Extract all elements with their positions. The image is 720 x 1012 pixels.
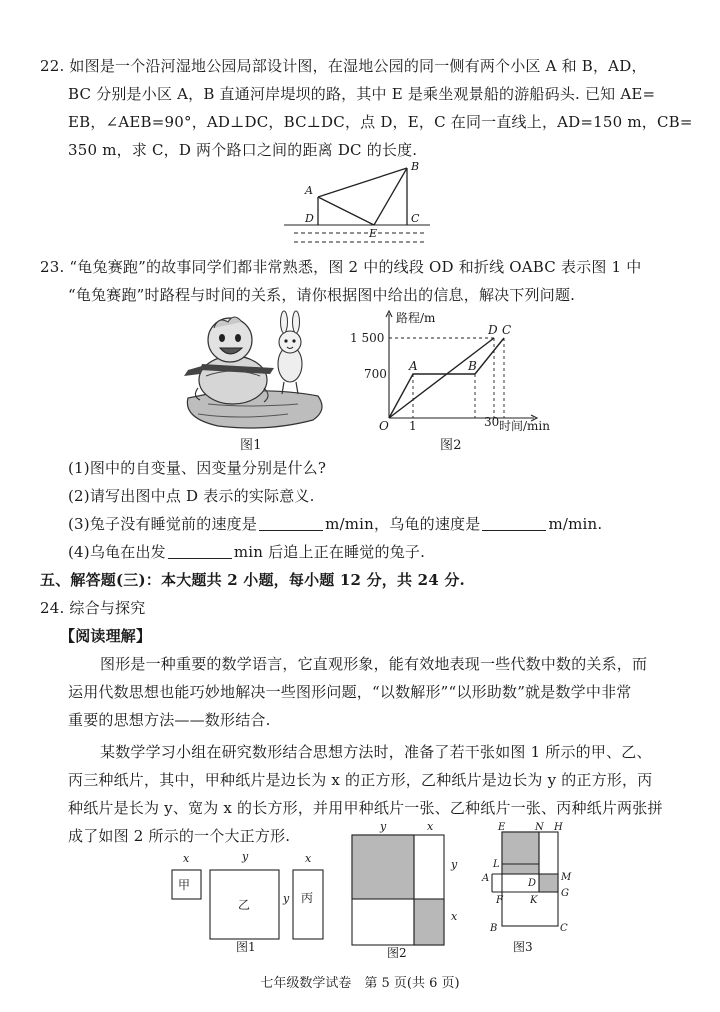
- q23-sub3-part-a: (3)兔子没有睡觉前的速度是: [68, 515, 258, 533]
- q22-label-d: D: [305, 212, 314, 225]
- fig3-label-b: B: [490, 923, 498, 934]
- q22-line-1: 22. 如图是一个沿河湿地公园局部设计图，在湿地公园的同一侧有两个小区 A 和 B，AD，: [40, 57, 647, 75]
- q24-fig2-big-square: [345, 818, 470, 958]
- fig3-label-k: K: [530, 895, 538, 906]
- q24-para1-line-3: 重要的思想方法——数形结合.: [68, 711, 271, 729]
- graph-point-c: C: [502, 323, 512, 337]
- graph-xtick-1: 1: [409, 419, 417, 433]
- fig3-label-l: L: [493, 859, 500, 870]
- q23-distance-time-graph: [346, 306, 576, 434]
- q23-sub3-part-c: m/min.: [548, 515, 603, 533]
- q23-sub-1: (1)图中的自变量、因变量分别是什么?: [68, 459, 327, 477]
- fig1-jia-label: 甲: [178, 878, 191, 892]
- section-5-heading: 五、解答题(三)：本大题共 2 小题，每小题 12 分，共 24 分.: [40, 571, 465, 589]
- q23-sub-4: [68, 538, 425, 566]
- fig3-label-m: M: [561, 872, 572, 883]
- fig1-bing-x-label: x: [305, 852, 312, 865]
- q24-title: 24. 综合与探究: [40, 599, 146, 617]
- q23-fig2-caption: 图2: [440, 438, 462, 453]
- graph-ylabel: 路程/m: [396, 311, 436, 325]
- q22-figure: [280, 156, 440, 248]
- q22-label-c: C: [411, 212, 420, 225]
- answer-blank-tortoise-speed[interactable]: [482, 514, 546, 531]
- graph-xlabel: 时间/min: [499, 419, 550, 433]
- q22-line-4: 350 m，求 C，D 两个路口之间的距离 DC 的长度.: [68, 141, 418, 159]
- fig3-label-h: H: [554, 822, 563, 833]
- fig2-side-x-label: x: [451, 910, 458, 923]
- fig3-label-e: E: [498, 822, 506, 833]
- q23-sub4-part-a: (4)乌龟在出发: [68, 543, 166, 561]
- q22-line-2: BC 分别是小区 A，B 直通河岸堤坝的路，其中 E 是乘坐观景船的游船码头. 已知 AE=: [68, 85, 656, 103]
- q24-reading-label: 【阅读理解】: [60, 627, 152, 645]
- q23-sub4-part-b: min 后追上正在睡觉的兔子.: [233, 543, 426, 561]
- fig3-caption: 图3: [513, 940, 533, 954]
- fig2-top-y-label: y: [380, 820, 387, 833]
- fig3-label-c: C: [560, 923, 568, 934]
- q22-line-3: EB，∠AEB=90°，AD⊥DC，BC⊥DC，点 D，E，C 在同一直线上，AD=150 m，CB=: [68, 113, 693, 131]
- page-footer: 七年级数学试卷 第 5 页(共 6 页): [260, 976, 460, 991]
- q23-sub-2: (2)请写出图中点 D 表示的实际意义.: [68, 487, 315, 505]
- q24-para2-line-4: 成了如图 2 所示的一个大正方形.: [68, 827, 291, 845]
- q23-line-1: 23. “龟兔赛跑”的故事同学们都非常熟悉，图 2 中的线段 OD 和折线 OABC 表示图 1 中: [40, 258, 642, 276]
- fig1-jia-x-label: x: [183, 852, 190, 865]
- q24-para1-line-2: 运用代数思想也能巧妙地解决一些图形问题，“以数解形”“以形助数”就是数学中非常: [68, 683, 632, 701]
- fig1-yi-y-label: y: [242, 850, 249, 863]
- answer-blank-catch-up-time[interactable]: [168, 542, 232, 559]
- q23-line-2: “龟兔赛跑”时路程与时间的关系，请你根据图中给出的信息，解决下列问题.: [68, 286, 576, 304]
- q24-fig3-figure: [475, 820, 585, 960]
- q22-label-b: B: [411, 160, 420, 173]
- graph-ytick-1500: 1 500: [350, 331, 385, 345]
- fig3-label-n: N: [535, 822, 544, 833]
- fig3-label-f: F: [496, 895, 503, 906]
- fig3-label-g: G: [561, 888, 569, 899]
- q22-label-a: A: [305, 184, 313, 197]
- fig2-top-x-label: x: [427, 820, 434, 833]
- q24-para1-line-1: 图形是一种重要的数学语言，它直观形象，能有效地表现一些代数中数的关系，而: [100, 655, 648, 673]
- graph-point-a: A: [409, 359, 418, 373]
- q24-para2-line-3: 种纸片是长为 y、宽为 x 的长方形，并用甲种纸片一张、乙种纸片一张、丙种纸片两张拼: [68, 799, 663, 817]
- fig3-label-a: A: [482, 873, 490, 884]
- q23-sub3-part-b: m/min，乌龟的速度是: [325, 515, 481, 533]
- graph-origin: O: [379, 419, 389, 433]
- answer-blank-rabbit-speed[interactable]: [259, 514, 323, 531]
- tortoise-hare-illustration: [178, 308, 328, 432]
- fig1-bing-y-label: y: [283, 892, 290, 905]
- fig1-bing-label: 丙: [301, 891, 314, 905]
- graph-xtick-30: 30: [484, 415, 500, 429]
- graph-point-d: D: [488, 323, 498, 337]
- fig1-caption: 图1: [236, 940, 256, 954]
- graph-point-b: B: [468, 359, 477, 373]
- graph-ytick-700: 700: [364, 367, 387, 381]
- q24-para2-line-2: 丙三种纸片，其中，甲种纸片是边长为 x 的正方形，乙种纸片是边长为 y 的正方形，丙: [68, 771, 653, 789]
- q23-sub-3: [68, 510, 602, 538]
- q24-para2-line-1: 某数学学习小组在研究数形结合思想方法时，准备了若干张如图 1 所示的甲、乙、: [100, 743, 652, 761]
- fig2-side-y-label: y: [451, 858, 458, 871]
- q22-label-e: E: [369, 227, 378, 240]
- q24-fig1-paper-pieces: [160, 845, 340, 955]
- fig1-yi-label: 乙: [238, 898, 251, 912]
- fig2-caption: 图2: [387, 946, 407, 958]
- q23-fig1-caption: 图1: [240, 438, 262, 453]
- fig3-label-d: D: [528, 878, 537, 889]
